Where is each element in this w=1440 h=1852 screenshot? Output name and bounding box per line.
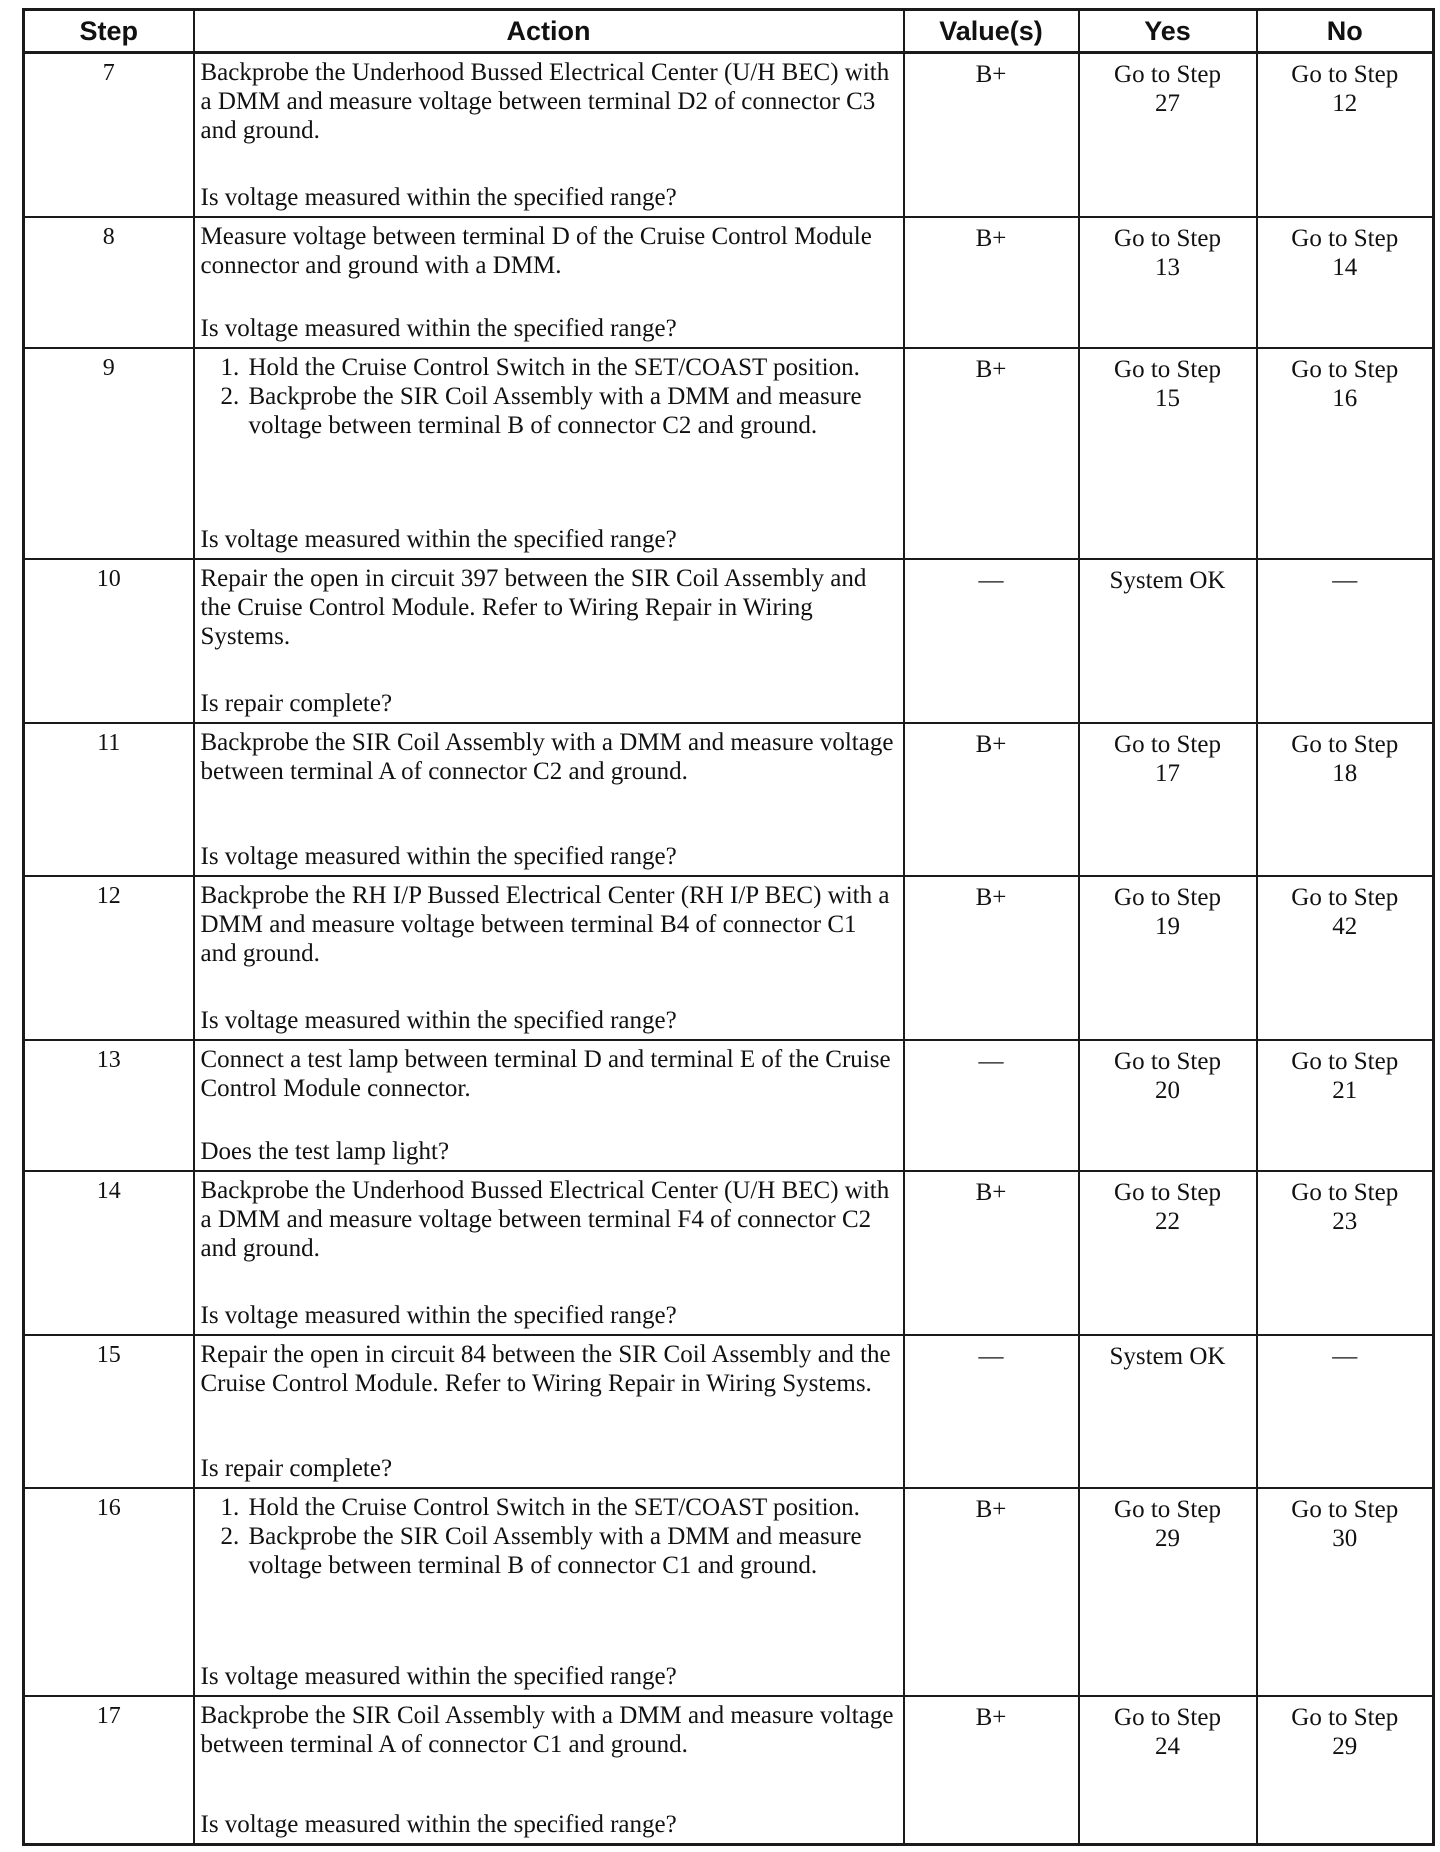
no-cell [1257, 1335, 1434, 1488]
action-text: Measure voltage between terminal D of the Cruise Control Module connector and ground with a DMM. [200, 223, 872, 280]
value-cell: B+ [904, 217, 1079, 348]
yes-line: 17 [1155, 760, 1180, 788]
action-cell [194, 876, 904, 1040]
action-cell [194, 1488, 904, 1697]
action-cell [194, 348, 904, 559]
action-content [201, 1493, 895, 1692]
yes-cell [1079, 1335, 1257, 1488]
yes-line: Go to Step [1114, 1178, 1221, 1206]
action-question: Is repair complete? [200, 1454, 393, 1482]
table-body [24, 53, 1434, 1845]
value-cell: — [904, 1040, 1079, 1171]
table-row [24, 559, 1434, 723]
no-cell [1257, 723, 1434, 876]
value-cell: B+ [904, 348, 1079, 559]
yes-cell [1079, 217, 1257, 348]
action-instructions [201, 353, 895, 440]
numbered-substeps [201, 1493, 895, 1580]
substep-number: 2. [220, 383, 240, 411]
action-text: Repair the open in circuit 397 between the SIR Coil Assembly and the Cruise Control Module. Refer to Wiring Repair in Wiring Systems. [200, 565, 867, 651]
action-content [201, 1045, 895, 1166]
no-cell [1257, 217, 1434, 348]
substep-text: Hold the Cruise Control Switch in the SET/COAST position. [248, 354, 860, 382]
action-content [201, 222, 895, 343]
table-row [24, 1335, 1434, 1488]
action-text: Repair the open in circuit 84 between the SIR Coil Assembly and the Cruise Control Module. Refer to Wiring Repair in Wiring Systems. [200, 1341, 891, 1398]
no-line: Go to Step [1291, 61, 1399, 88]
yes-line: Go to Step [1114, 1047, 1221, 1075]
action-question: Is voltage measured within the specified range? [200, 1811, 677, 1838]
yes-line: Go to Step [1114, 61, 1221, 88]
header-row [24, 10, 1434, 53]
action-instructions [201, 1176, 895, 1263]
yes-cell [1079, 53, 1257, 218]
no-line: Go to Step [1291, 1495, 1399, 1523]
no-line: Go to Step [1291, 356, 1399, 384]
yes-line: System OK [1109, 1343, 1226, 1371]
action-instructions [201, 564, 895, 651]
no-cell [1257, 1040, 1434, 1171]
action-instructions [201, 222, 895, 280]
yes-cell [1079, 723, 1257, 876]
action-cell [194, 559, 904, 723]
no-line: 21 [1332, 1076, 1358, 1104]
diagnostic-table [22, 8, 1435, 1846]
action-question: Is voltage measured within the specified range? [200, 315, 677, 343]
no-cell [1257, 1488, 1434, 1697]
header-yes: Yes [1079, 10, 1257, 53]
no-line: Go to Step [1291, 1704, 1399, 1732]
value-cell: — [904, 1335, 1079, 1488]
no-cell [1257, 559, 1434, 723]
action-cell [194, 1696, 904, 1844]
substep-number: 1. [220, 1493, 240, 1521]
table-row [24, 53, 1434, 218]
header-values: Value(s) [904, 10, 1079, 53]
no-line: 12 [1332, 90, 1358, 117]
action-question: Is voltage measured within the specified range? [200, 1663, 677, 1691]
action-instructions [201, 1045, 895, 1103]
action-text: Backprobe the RH I/P Bussed Electrical Center (RH I/P BEC) with a DMM and measure voltage between terminal B4 of connector C1 and ground. [200, 881, 890, 967]
step-number: 13 [24, 1040, 194, 1171]
no-line: 42 [1332, 912, 1358, 940]
no-line: Go to Step [1291, 225, 1399, 253]
no-cell [1257, 53, 1434, 218]
action-content [201, 564, 895, 718]
no-line: Go to Step [1291, 1047, 1399, 1075]
substep-item [201, 1493, 895, 1522]
value-cell: B+ [904, 1488, 1079, 1697]
yes-cell [1079, 559, 1257, 723]
step-number: 12 [24, 876, 194, 1040]
header-no: No [1257, 10, 1434, 53]
action-content [201, 1340, 895, 1483]
no-line: 14 [1332, 254, 1358, 282]
action-content [201, 1176, 895, 1330]
action-text: Backprobe the SIR Coil Assembly with a DMM and measure voltage between terminal A of connector C2 and ground. [200, 729, 894, 786]
yes-cell [1079, 1696, 1257, 1844]
yes-cell [1079, 348, 1257, 559]
action-question: Is voltage measured within the specified range? [200, 842, 677, 870]
header-step: Step [24, 10, 194, 53]
step-number: 11 [24, 723, 194, 876]
step-number: 16 [24, 1488, 194, 1697]
action-text: Backprobe the SIR Coil Assembly with a DMM and measure voltage between terminal A of connector C1 and ground. [200, 1702, 894, 1759]
yes-line: 24 [1155, 1733, 1180, 1761]
no-cell [1257, 1171, 1434, 1335]
value-cell: — [904, 559, 1079, 723]
substep-text: Backprobe the SIR Coil Assembly with a DMM and measure voltage between terminal B of connector C2 and ground. [248, 383, 862, 440]
table-row [24, 348, 1434, 559]
yes-line: 20 [1155, 1076, 1180, 1104]
action-question: Is voltage measured within the specified range? [200, 184, 677, 212]
no-line: — [1332, 1343, 1358, 1371]
no-line: 18 [1332, 760, 1358, 788]
action-cell [194, 1335, 904, 1488]
yes-line: 19 [1155, 912, 1180, 940]
action-content [201, 353, 895, 554]
action-text: Backprobe the Underhood Bussed Electrical Center (U/H BEC) with a DMM and measure voltage between terminal F4 of connector C2 and ground. [200, 1176, 890, 1262]
action-question: Is voltage measured within the specified range? [200, 1302, 677, 1330]
yes-line: Go to Step [1114, 731, 1221, 759]
substep-number: 2. [220, 1522, 240, 1550]
yes-line: Go to Step [1114, 225, 1221, 253]
table-row [24, 1696, 1434, 1844]
substep-item [201, 382, 895, 440]
step-number: 17 [24, 1696, 194, 1844]
action-instructions [201, 1340, 895, 1398]
substep-item [201, 1522, 895, 1580]
yes-cell [1079, 876, 1257, 1040]
action-cell [194, 53, 904, 218]
action-instructions [201, 1493, 895, 1580]
substep-text: Backprobe the SIR Coil Assembly with a DMM and measure voltage between terminal B of connector C1 and ground. [248, 1522, 862, 1579]
table-row [24, 1040, 1434, 1171]
action-instructions [201, 728, 895, 786]
substep-text: Hold the Cruise Control Switch in the SET/COAST position. [248, 1493, 860, 1521]
action-content [201, 1701, 895, 1839]
value-cell: B+ [904, 53, 1079, 218]
step-number: 9 [24, 348, 194, 559]
no-cell [1257, 1696, 1434, 1844]
no-cell [1257, 876, 1434, 1040]
action-instructions [201, 58, 895, 145]
header-action: Action [194, 10, 904, 53]
yes-line: 29 [1155, 1524, 1180, 1552]
yes-line: 15 [1155, 385, 1180, 413]
no-line: 16 [1332, 385, 1358, 413]
yes-line: 27 [1155, 90, 1180, 117]
yes-line: 13 [1155, 254, 1180, 282]
action-question: Does the test lamp light? [200, 1137, 450, 1165]
value-cell: B+ [904, 1171, 1079, 1335]
value-cell: B+ [904, 723, 1079, 876]
table-row [24, 723, 1434, 876]
action-content [201, 58, 895, 212]
table-row [24, 876, 1434, 1040]
action-instructions [201, 881, 895, 968]
action-cell [194, 1040, 904, 1171]
yes-line: System OK [1109, 567, 1226, 595]
step-number: 8 [24, 217, 194, 348]
no-line: Go to Step [1291, 731, 1399, 759]
yes-line: Go to Step [1114, 1495, 1221, 1523]
yes-cell [1079, 1040, 1257, 1171]
table-row [24, 1488, 1434, 1697]
yes-line: Go to Step [1114, 883, 1221, 911]
yes-cell [1079, 1171, 1257, 1335]
step-number: 15 [24, 1335, 194, 1488]
substep-number: 1. [220, 354, 240, 382]
action-content [201, 881, 895, 1035]
table-row [24, 1171, 1434, 1335]
no-line: Go to Step [1291, 1178, 1399, 1206]
yes-line: 22 [1155, 1207, 1180, 1235]
action-text: Connect a test lamp between terminal D and terminal E of the Cruise Control Module connector. [200, 1045, 891, 1102]
action-content [201, 728, 895, 871]
yes-cell [1079, 1488, 1257, 1697]
action-question: Is voltage measured within the specified range? [200, 526, 677, 554]
action-instructions [201, 1701, 895, 1759]
step-number: 14 [24, 1171, 194, 1335]
action-text: Backprobe the Underhood Bussed Electrical Center (U/H BEC) with a DMM and measure voltage between terminal D2 of connector C3 and ground. [200, 59, 890, 144]
action-cell [194, 1171, 904, 1335]
table-row [24, 217, 1434, 348]
no-line: Go to Step [1291, 883, 1399, 911]
substep-item [201, 353, 895, 382]
action-cell [194, 217, 904, 348]
action-question: Is voltage measured within the specified range? [200, 1006, 677, 1034]
value-cell: B+ [904, 1696, 1079, 1844]
no-cell [1257, 348, 1434, 559]
action-question: Is repair complete? [200, 690, 393, 718]
yes-line: Go to Step [1114, 356, 1221, 384]
step-number: 7 [24, 53, 194, 218]
numbered-substeps [201, 353, 895, 440]
value-cell: B+ [904, 876, 1079, 1040]
action-cell [194, 723, 904, 876]
no-line: 30 [1332, 1524, 1358, 1552]
step-number: 10 [24, 559, 194, 723]
no-line: — [1332, 567, 1358, 595]
yes-line: Go to Step [1114, 1704, 1221, 1732]
no-line: 23 [1332, 1207, 1358, 1235]
no-line: 29 [1332, 1733, 1358, 1761]
